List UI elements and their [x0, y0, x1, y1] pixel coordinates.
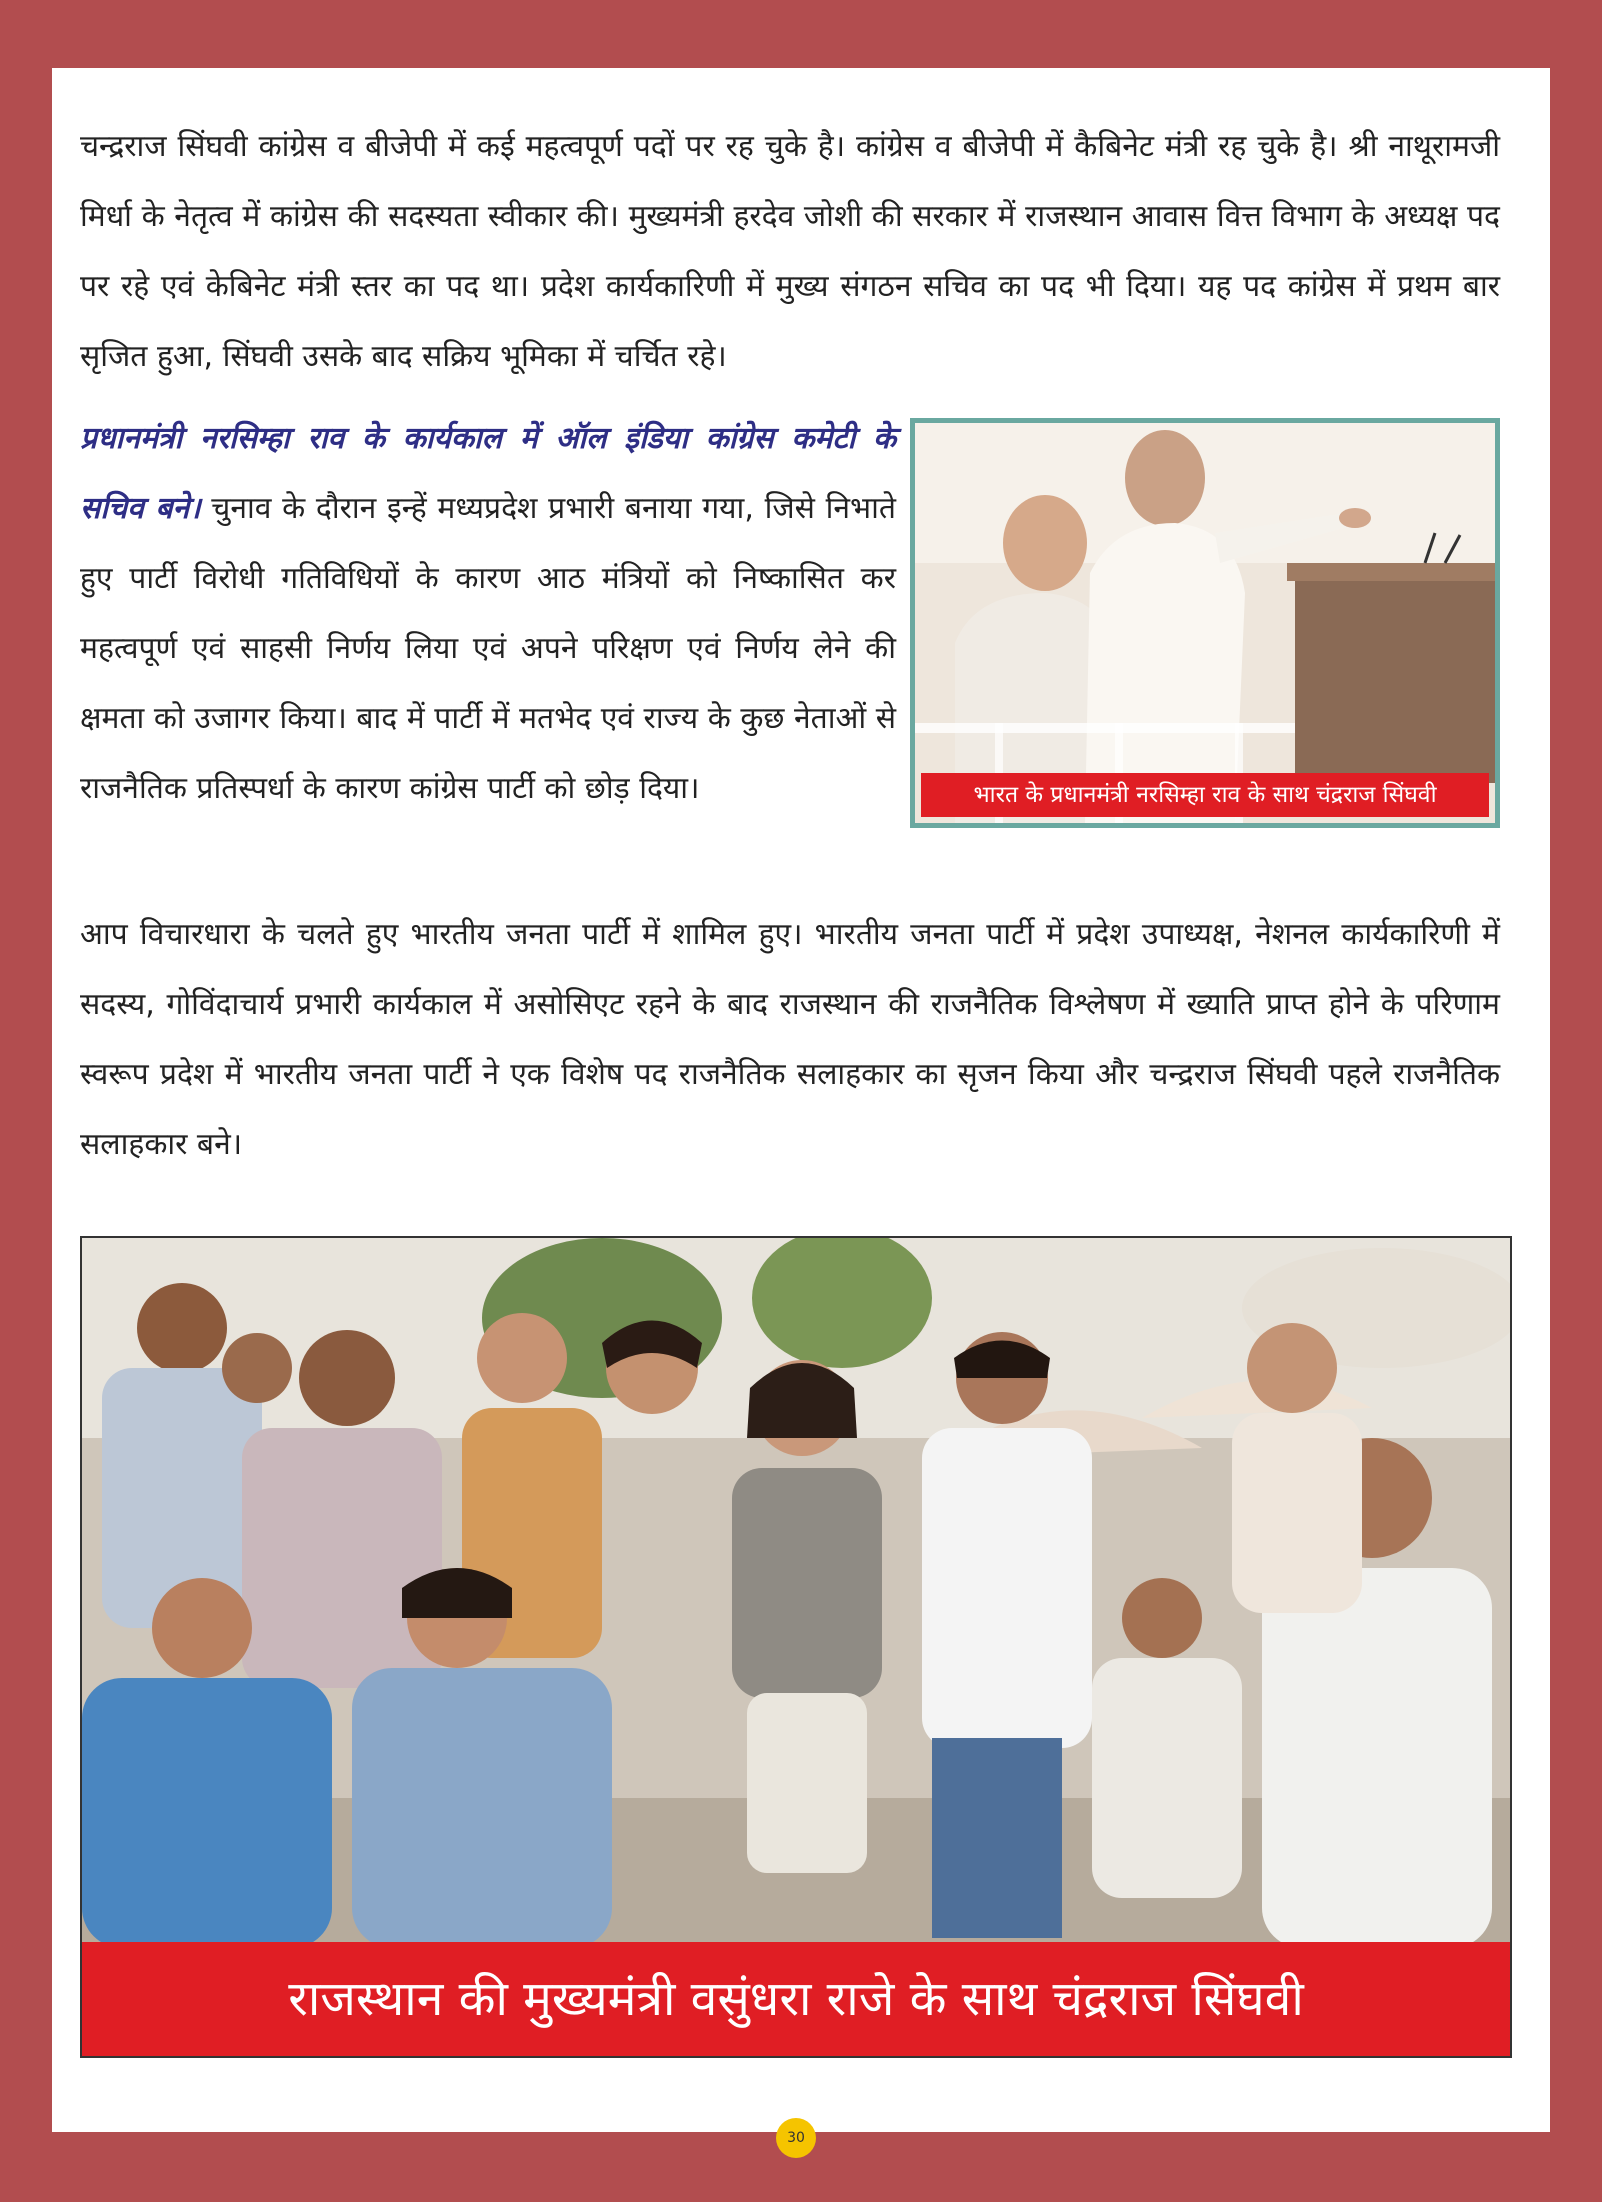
- caption-photo-1: भारत के प्रधानमंत्री नरसिम्हा राव के साथ चंद्रराज सिंघवी: [921, 773, 1489, 817]
- page-number-badge: 30: [776, 2118, 816, 2158]
- photo-narasimha-rao: [910, 418, 1500, 828]
- photo-illustration: [915, 423, 1495, 823]
- photo-illustration-group: [82, 1238, 1510, 1944]
- highlight-text: प्रधानमंत्री नरसिम्हा राव के कार्यकाल में ऑल इंडिया कांग्रेस कमेटी के सचिव बने।: [80, 421, 896, 526]
- paragraph-congress-secretary: [80, 404, 896, 824]
- paragraph-intro: चन्द्रराज सिंघवी कांग्रेस व बीजेपी में कई महत्वपूर्ण पदों पर रह चुके है। कांग्रेस व बीजेपी में कैबिनेट मंत्री रह चुके है। श्री नाथूरामजी मिर्धा के नेतृत्व में कांग्रेस की सदस्यता स्वीकार की। मुख्यमंत्री हरदेव जोशी की सरकार में राजस्थान आवास वित्त विभाग के अध्यक्ष पद पर रहे एवं केबिनेट मंत्री स्तर का पद था। प्रदेश कार्यकारिणी में मुख्य संगठन सचिव का पद भी दिया। यह पद कांग्रेस में प्रथम बार सृजित हुआ, सिंघवी उसके बाद सक्रिय भूमिका में चर्चित रहे।: [80, 129, 1500, 374]
- paragraph-bjp: आप विचारधारा के चलते हुए भारतीय जनता पार्टी में शामिल हुए। भारतीय जनता पार्टी में प्रदेश उपाध्यक्ष, नेशनल कार्यकारिणी में सदस्य, गोविंदाचार्य प्रभारी कार्यकाल में असोसिएट रहने के बाद राजस्थान की राजनैतिक विश्लेषण में ख्याति प्राप्त होने के परिणाम स्वरूप प्रदेश में भारतीय जनता पार्टी ने एक विशेष पद राजनैतिक सलाहकार का सृजन किया और चन्द्रराज सिंघवी पहले राजनैतिक सलाहकार बने।: [80, 917, 1500, 1162]
- caption-photo-2: राजस्थान की मुख्यमंत्री वसुंधरा राजे के साथ चंद्रराज सिंघवी: [82, 1942, 1510, 2056]
- page: [52, 68, 1550, 2132]
- paragraph-text: चुनाव के दौरान इन्हें मध्यप्रदेश प्रभारी बनाया गया, जिसे निभाते हुए पार्टी विरोधी गतिविधियों के कारण आठ मंत्रियों को निष्कासित कर महत्वपूर्ण एवं साहसी निर्णय लिया एवं अपने परिक्षण एवं निर्णय लेने की क्षमता को उजागर किया। बाद में पार्टी में मतभेद एवं राज्य के कुछ नेताओं से राजनैतिक प्रतिस्पर्धा के कारण कांग्रेस पार्टी को छोड़ दिया।: [80, 491, 896, 806]
- photo-vasundhara-raje: [80, 1236, 1512, 2058]
